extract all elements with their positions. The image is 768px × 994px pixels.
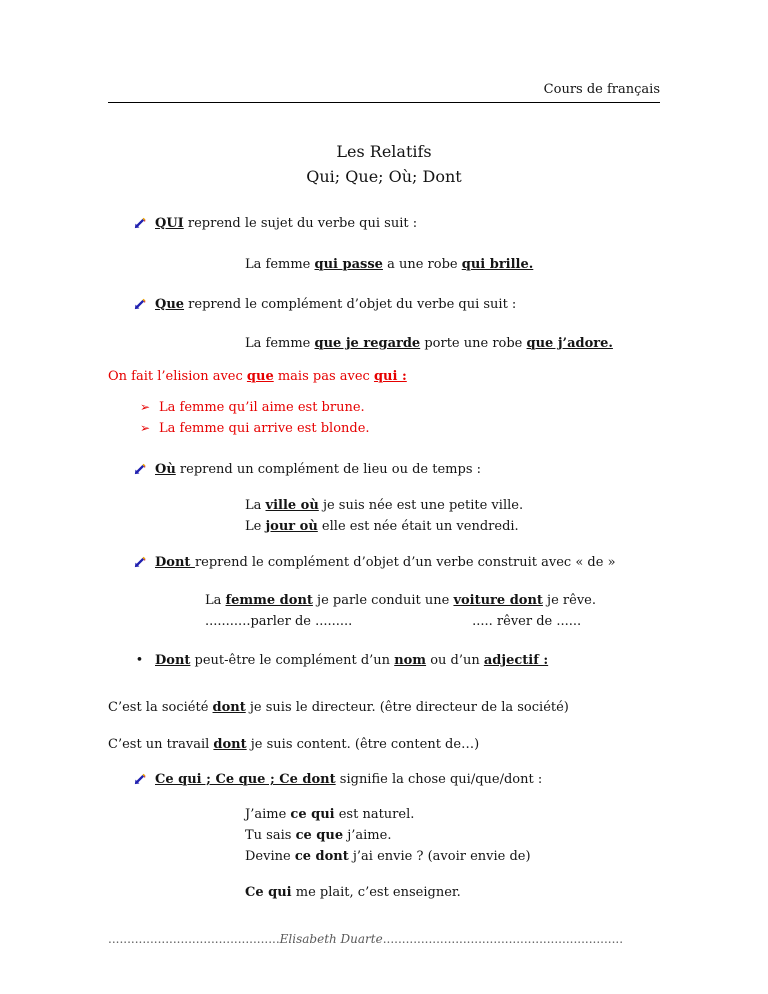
example-dont-1: La femme dont je parle conduit une voiture dont je rêve. xyxy=(205,593,596,608)
round-bullet-icon: • xyxy=(135,653,144,668)
elision-item-2 xyxy=(140,418,660,439)
rule-dont-text: Dont reprend le complément d’objet d’un verbe construit avec « de » xyxy=(155,555,616,570)
example-dont-2 xyxy=(205,611,660,632)
rule-qui xyxy=(133,213,660,234)
title-line-1: Les Relatifs xyxy=(336,142,432,161)
rule-ou-text: Où reprend un complément de lieu ou de temps : xyxy=(155,462,482,477)
rule-dont xyxy=(133,552,660,573)
example-ce-1: J’aime ce qui est naturel. xyxy=(245,807,415,822)
example-ce-3: Devine ce dont j’ai envie ? (avoir envie de) xyxy=(245,849,531,864)
arrow-bullet-icon xyxy=(133,556,146,569)
document-title xyxy=(108,139,660,189)
paragraph-societe: C’est la société dont je suis le directeur. (être directeur de la société) xyxy=(108,700,569,715)
example-ou-1: La ville où je suis née est une petite ville. xyxy=(245,498,524,513)
rule-ce xyxy=(133,769,660,790)
rule-que xyxy=(133,294,660,315)
elision-item-2-text: La femme qui arrive est blonde. xyxy=(159,421,370,436)
elision-item-1-text: La femme qu’il aime est brune. xyxy=(159,400,365,415)
course-label: Cours de français xyxy=(543,82,660,97)
arrow-bullet-icon xyxy=(133,217,146,230)
rule-dont-nom-text: Dont peut-être le complément d’un nom ou d’un adjectif : xyxy=(155,653,549,668)
arrow-bullet-icon xyxy=(133,298,146,311)
elision-item-1 xyxy=(140,397,660,418)
example-qui: La femme qui passe a une robe qui brille. xyxy=(245,257,534,272)
page-footer xyxy=(108,931,660,948)
footer-dots-left: ............................................. xyxy=(108,932,280,946)
example-dont-2-left: ...........parler de ......... xyxy=(205,614,353,629)
example-dont-2-right: ..... rêver de ...... xyxy=(472,614,582,629)
arrow-bullet-icon xyxy=(133,463,146,476)
example-ou-2: Le jour où elle est née était un vendredi. xyxy=(245,519,519,534)
example-ce-4: Ce qui me plait, c’est enseigner. xyxy=(245,885,461,900)
page-header xyxy=(108,80,660,103)
rule-que-text: Que reprend le complément d’objet du verbe qui suit : xyxy=(155,297,517,312)
rule-dont-nom xyxy=(133,650,660,671)
author-name: Elisabeth Duarte xyxy=(279,932,383,946)
footer-dots-right: ............................................................... xyxy=(382,932,624,946)
arrow-bullet-icon xyxy=(133,773,146,786)
elision-note: On fait l’elision avec que mais pas avec qui : xyxy=(108,369,407,384)
example-ce-2: Tu sais ce que j’aime. xyxy=(245,828,392,843)
rule-ou xyxy=(133,459,660,480)
example-que: La femme que je regarde porte une robe que j’adore. xyxy=(245,336,613,351)
paragraph-travail: C’est un travail dont je suis content. (être content de…) xyxy=(108,737,480,752)
title-line-2: Qui; Que; Où; Dont xyxy=(306,167,462,186)
red-arrow-icon: ➢ xyxy=(140,421,151,435)
red-arrow-icon: ➢ xyxy=(140,400,151,414)
rule-qui-text: QUI reprend le sujet du verbe qui suit : xyxy=(155,216,418,231)
rule-ce-text: Ce qui ; Ce que ; Ce dont signifie la chose qui/que/dont : xyxy=(155,772,543,787)
